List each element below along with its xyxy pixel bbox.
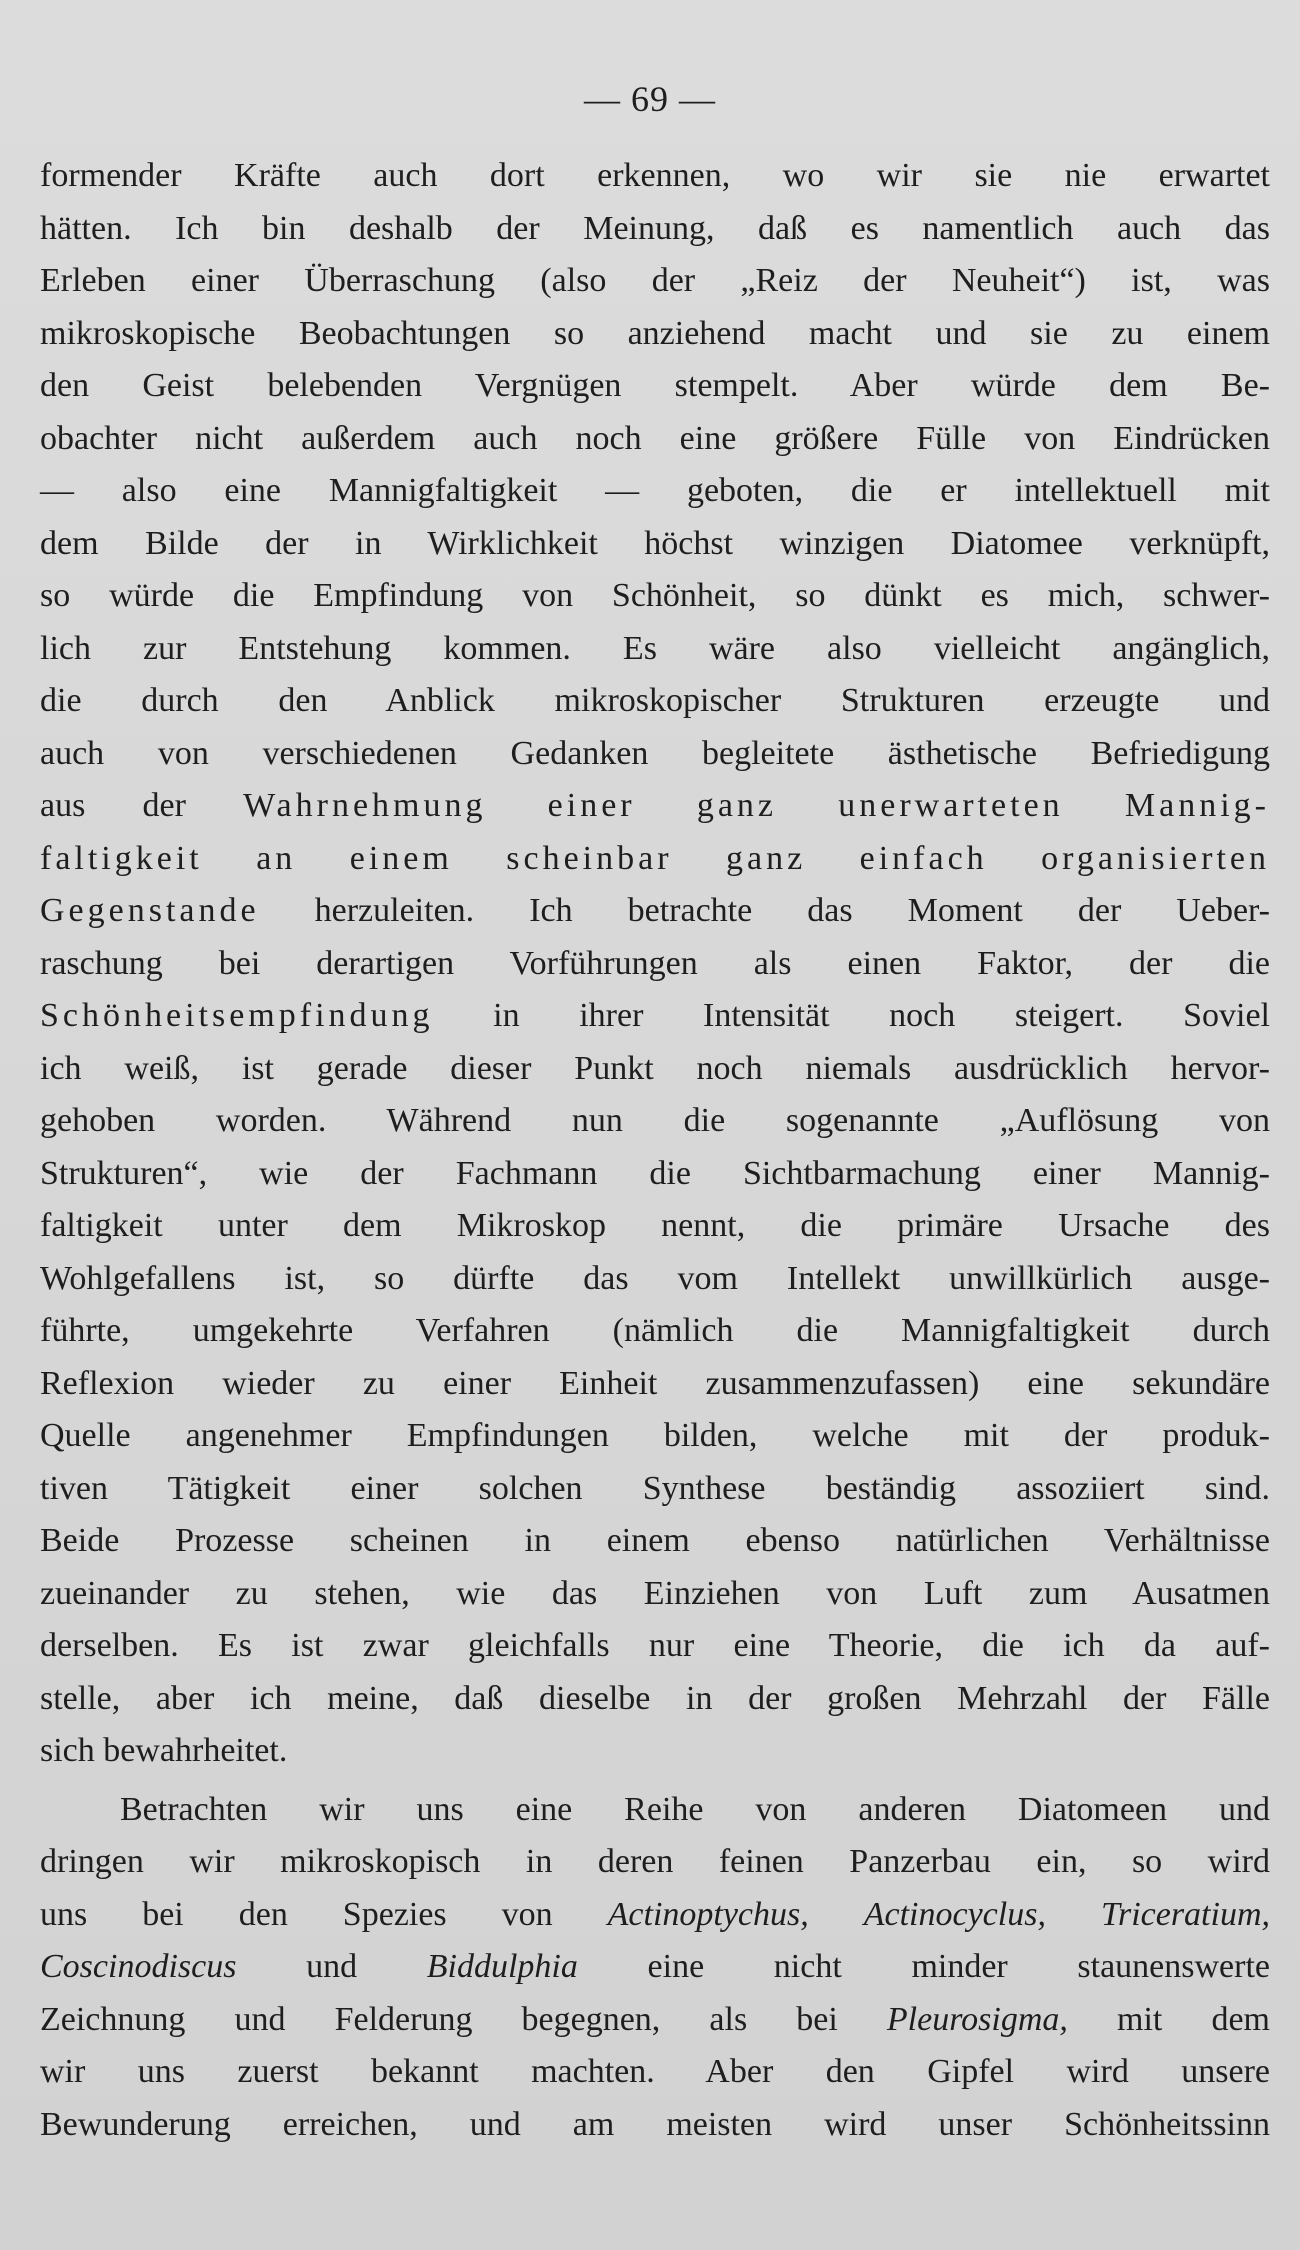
text-line: hätten. Ich bin deshalb der Meinung, daß es namentlich auch das — [40, 209, 1270, 247]
text-span: in ihrer Intensität noch steigert. Soviel — [433, 997, 1270, 1034]
text-line: den Geist belebenden Vergnügen stempelt. Aber würde dem Be- — [40, 367, 1270, 404]
text-line — [40, 990, 1270, 1043]
text-line: führte, umgekehrte Verfahren (nämlich die Mannigfaltigkeit durch — [40, 1312, 1270, 1349]
text-line: Erleben einer Überraschung (also der „Reiz der Neuheit“) ist, was — [40, 262, 1270, 299]
text-line: tiven Tätigkeit einer solchen Synthese beständig assoziiert sind. — [40, 1469, 1270, 1507]
species-name: Triceratium, — [1100, 1895, 1271, 1933]
text-span: uns bei den Spezies von — [40, 1895, 608, 1933]
text-line: — also eine Mannigfaltigkeit — geboten, die er intellektuell mit — [40, 472, 1270, 509]
species-name: Coscinodiscus — [40, 1948, 237, 1985]
text-span — [1046, 1896, 1101, 1933]
text-line: formender Kräfte auch dort erkennen, wo wir sie nie erwartet — [40, 157, 1270, 194]
species-name: Pleurosigma, — [886, 2000, 1068, 2038]
text-line: Strukturen“, wie der Fachmann die Sichtbarmachung einer Mannig- — [40, 1154, 1270, 1192]
text-line: dem Bilde der in Wirklichkeit höchst winzigen Diatomee verknüpft, — [40, 524, 1270, 562]
spaced-emphasis: Wahrnehmung einer ganz unerwarteten Mannig- — [243, 787, 1270, 824]
text-span: herzuleiten. Ich betrachte das Moment der Ueber- — [259, 892, 1270, 929]
spaced-emphasis: faltigkeit an einem scheinbar ganz einfach organisierten — [40, 839, 1270, 877]
text-span — [809, 1896, 864, 1933]
species-name: Actinoptychus, — [607, 1895, 809, 1933]
text-line: Reflexion wieder zu einer Einheit zusammenzufassen) eine sekundäre — [40, 1364, 1270, 1402]
text-line — [40, 885, 1270, 938]
text-line: Beide Prozesse scheinen in einem ebenso natürlichen Verhältnisse — [40, 1522, 1270, 1559]
text-span: mit dem — [1067, 2000, 1270, 2038]
text-line: sich bewahrheitet. — [40, 1732, 288, 1769]
text-line: Betrachten wir uns eine Reihe von anderen Diatomeen und — [120, 1790, 1270, 1828]
text-line: so würde die Empfindung von Schönheit, so dünkt es mich, schwer- — [40, 577, 1270, 614]
text-line — [40, 833, 1270, 886]
text-line: derselben. Es ist zwar gleichfalls nur eine Theorie, die ich da auf- — [40, 1627, 1270, 1664]
page-number: — 69 — — [584, 79, 716, 119]
text-line: ich weiß, ist gerade dieser Punkt noch niemals ausdrücklich hervor- — [40, 1049, 1270, 1087]
text-span: eine nicht minder staunenswerte — [577, 1948, 1271, 1985]
text-line: die durch den Anblick mikroskopischer Strukturen erzeugte und — [40, 682, 1270, 719]
body-text — [40, 150, 1270, 2151]
text-line — [40, 780, 1270, 833]
text-line — [40, 1994, 1270, 2047]
text-line: zueinander zu stehen, wie das Einziehen von Luft zum Ausatmen — [40, 1574, 1270, 1612]
text-line: auch von verschiedenen Gedanken begleitete ästhetische Befriedigung — [40, 734, 1270, 772]
text-line — [40, 1889, 1270, 1942]
text-span: aus der — [40, 787, 244, 824]
spaced-emphasis: Schönheitsempfindung — [40, 997, 434, 1034]
text-line: faltigkeit unter dem Mikroskop nennt, die primäre Ursache des — [40, 1207, 1270, 1244]
text-line: mikroskopische Beobachtungen so anziehend macht und sie zu einem — [40, 314, 1270, 352]
text-line: Bewunderung erreichen, und am meisten wird unser Schönheitssinn — [40, 2105, 1270, 2143]
text-line: gehoben worden. Während nun die sogenannte „Auflösung von — [40, 1102, 1270, 1139]
text-line: stelle, aber ich meine, daß dieselbe in der großen Mehrzahl der Fälle — [40, 1679, 1270, 1717]
text-line: lich zur Entstehung kommen. Es wäre also vielleicht angänglich, — [40, 629, 1270, 667]
text-line: obachter nicht außerdem auch noch eine größere Fülle von Eindrücken — [40, 419, 1270, 457]
species-name: Actinocyclus, — [863, 1895, 1046, 1933]
text-line: wir uns zuerst bekannt machten. Aber den Gipfel wird unsere — [40, 2053, 1270, 2090]
text-line: dringen wir mikroskopisch in deren feinen Panzerbau ein, so wird — [40, 1843, 1270, 1880]
text-line: Quelle angenehmer Empfindungen bilden, welche mit der produk- — [40, 1417, 1270, 1454]
spaced-emphasis: Gegenstande — [40, 892, 260, 929]
text-line: raschung bei derartigen Vorführungen als einen Faktor, der die — [40, 944, 1270, 982]
text-line — [40, 1941, 1270, 1994]
text-span: Zeichnung und Felderung begegnen, als bei — [40, 2000, 887, 2038]
text-line: Wohlgefallens ist, so dürfte das vom Intellekt unwillkürlich ausge- — [40, 1259, 1270, 1297]
species-name: Biddulphia — [426, 1948, 578, 1985]
text-span: und — [236, 1948, 427, 1985]
